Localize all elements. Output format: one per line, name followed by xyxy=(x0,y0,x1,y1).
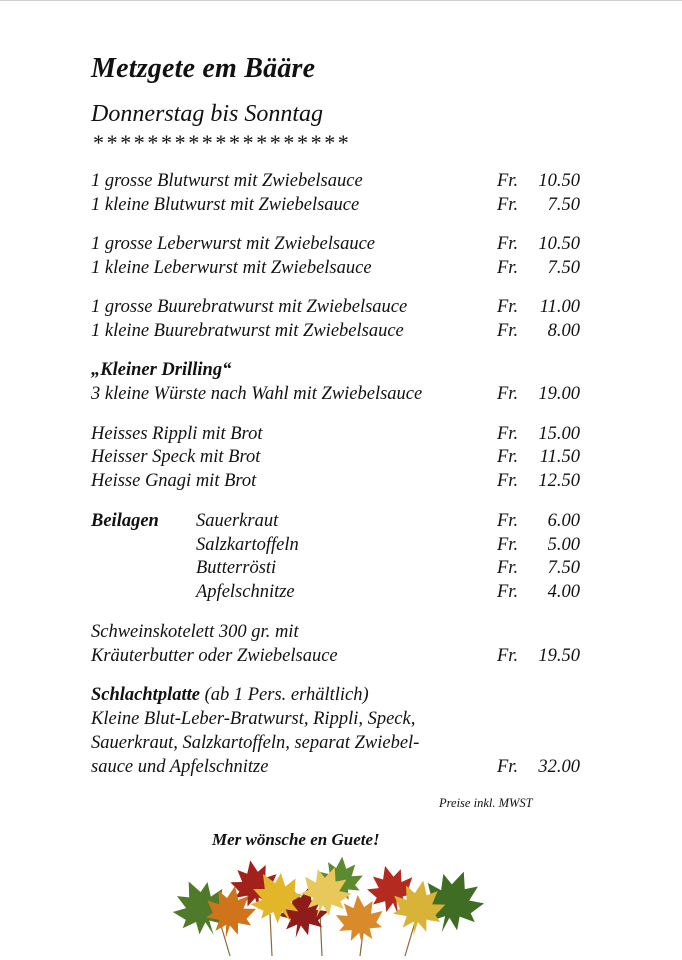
menu-item-label: Heisse Gnagi mit Brot xyxy=(91,471,257,491)
menu-item-price: 7.50 xyxy=(547,258,580,278)
menu-item-line xyxy=(91,731,591,755)
menu-item-label: Butterrösti xyxy=(196,558,277,578)
menu-item-currency: Fr. xyxy=(497,171,519,191)
menu-item-currency: Fr. xyxy=(497,471,519,491)
menu-item-label: Salzkartoffeln xyxy=(196,535,299,555)
menu-item-currency: Fr. xyxy=(497,258,519,278)
menu-item-price: 8.00 xyxy=(547,321,580,341)
menu-item-currency: Fr. xyxy=(497,582,519,602)
schlachtplatte-line2: Sauerkraut, Salzkartoffeln, separat Zwiebel- xyxy=(91,733,420,753)
greeting: Mer wönsche en Guete! xyxy=(212,830,380,849)
menu-item-price: 19.00 xyxy=(538,384,580,404)
menu-item-label: Heisses Rippli mit Brot xyxy=(91,424,263,444)
menu-item-label: 1 kleine Buurebratwurst mit Zwiebelsauce xyxy=(91,321,404,341)
menu-item xyxy=(91,169,591,193)
menu-item xyxy=(91,509,591,533)
menu-item-price: 6.00 xyxy=(547,511,580,531)
menu-item-label: 1 kleine Leberwurst mit Zwiebelsauce xyxy=(91,258,372,278)
menu-item-currency: Fr. xyxy=(497,447,519,467)
menu-item xyxy=(91,382,591,406)
menu-item-price: 19.50 xyxy=(538,646,580,666)
menu-item-price: 15.00 xyxy=(538,424,580,444)
menu-item-price: 4.00 xyxy=(547,582,580,602)
menu-item-currency: Fr. xyxy=(497,424,519,444)
menu-item xyxy=(91,193,591,217)
schlachtplatte-line3: sauce und Apfelschnitze xyxy=(91,757,269,777)
kotelett-line1: Schweinskotelett 300 gr. mit xyxy=(91,622,299,642)
menu-item-price: 10.50 xyxy=(538,234,580,254)
menu-item-price: 12.50 xyxy=(538,471,580,491)
menu-item-price: 11.00 xyxy=(539,297,580,317)
menu-item-label: 1 kleine Blutwurst mit Zwiebelsauce xyxy=(91,195,360,215)
menu-item-label: 1 grosse Leberwurst mit Zwiebelsauce xyxy=(91,234,376,254)
menu-item-price: 7.50 xyxy=(547,195,580,215)
menu-item-currency: Fr. xyxy=(497,535,519,555)
menu-item xyxy=(91,580,591,604)
beilagen-heading: Beilagen xyxy=(91,511,159,531)
menu-item-label: 3 kleine Würste nach Wahl mit Zwiebelsauce xyxy=(91,384,423,404)
menu-item xyxy=(91,422,591,446)
menu-item-currency: Fr. xyxy=(497,646,519,666)
menu-item xyxy=(91,295,591,319)
menu-item xyxy=(91,256,591,280)
menu-item-currency: Fr. xyxy=(497,297,519,317)
menu-item-currency: Fr. xyxy=(497,321,519,341)
menu-item xyxy=(91,232,591,256)
menu-item-price: 5.00 xyxy=(547,535,580,555)
drilling-heading: „Kleiner Drilling“ xyxy=(91,360,232,380)
menu-item-currency: Fr. xyxy=(497,558,519,578)
menu-item-price: 11.50 xyxy=(539,447,580,467)
menu-item-label: Sauerkraut xyxy=(196,511,279,531)
menu-item xyxy=(91,533,591,557)
schlachtplatte-heading-note: (ab 1 Pers. erhältlich) xyxy=(199,685,369,705)
menu-title: Metzgete em Bääre xyxy=(91,53,316,84)
menu-item-label: Apfelschnitze xyxy=(196,582,295,602)
menu-item-price: 7.50 xyxy=(547,558,580,578)
vat-note: Preise inkl. MWST xyxy=(439,796,533,810)
kotelett-line2: Kräuterbutter oder Zwiebelsauce xyxy=(91,646,338,666)
menu-item-currency: Fr. xyxy=(497,195,519,215)
menu-item-label: 1 grosse Blutwurst mit Zwiebelsauce xyxy=(91,171,363,191)
menu-item-line xyxy=(91,620,591,644)
menu-item-price: 10.50 xyxy=(538,171,580,191)
menu-item-currency: Fr. xyxy=(497,234,519,254)
menu-subtitle: Donnerstag bis Sonntag xyxy=(91,101,324,127)
menu-item-currency: Fr. xyxy=(497,511,519,531)
menu-item xyxy=(91,755,591,779)
section-heading-schlachtplatte xyxy=(91,683,591,707)
menu-item-currency: Fr. xyxy=(497,757,519,777)
menu-item-label: 1 grosse Buurebratwurst mit Zwiebelsauce xyxy=(91,297,408,317)
menu-item xyxy=(91,644,591,668)
menu-item xyxy=(91,445,591,469)
autumn-leaves-image xyxy=(160,852,490,960)
section-heading-drilling xyxy=(91,358,591,382)
menu-item-line xyxy=(91,707,591,731)
schlachtplatte-heading: Schlachtplatte xyxy=(91,685,200,705)
menu-item-currency: Fr. xyxy=(497,384,519,404)
menu-item xyxy=(91,556,591,580)
star-divider: ******************* xyxy=(93,130,352,155)
menu-item xyxy=(91,469,591,493)
menu-item-label: Heisser Speck mit Brot xyxy=(91,447,261,467)
menu-item-price: 32.00 xyxy=(538,757,580,777)
menu-item xyxy=(91,319,591,343)
schlachtplatte-line1: Kleine Blut-Leber-Bratwurst, Rippli, Speck, xyxy=(91,709,416,729)
